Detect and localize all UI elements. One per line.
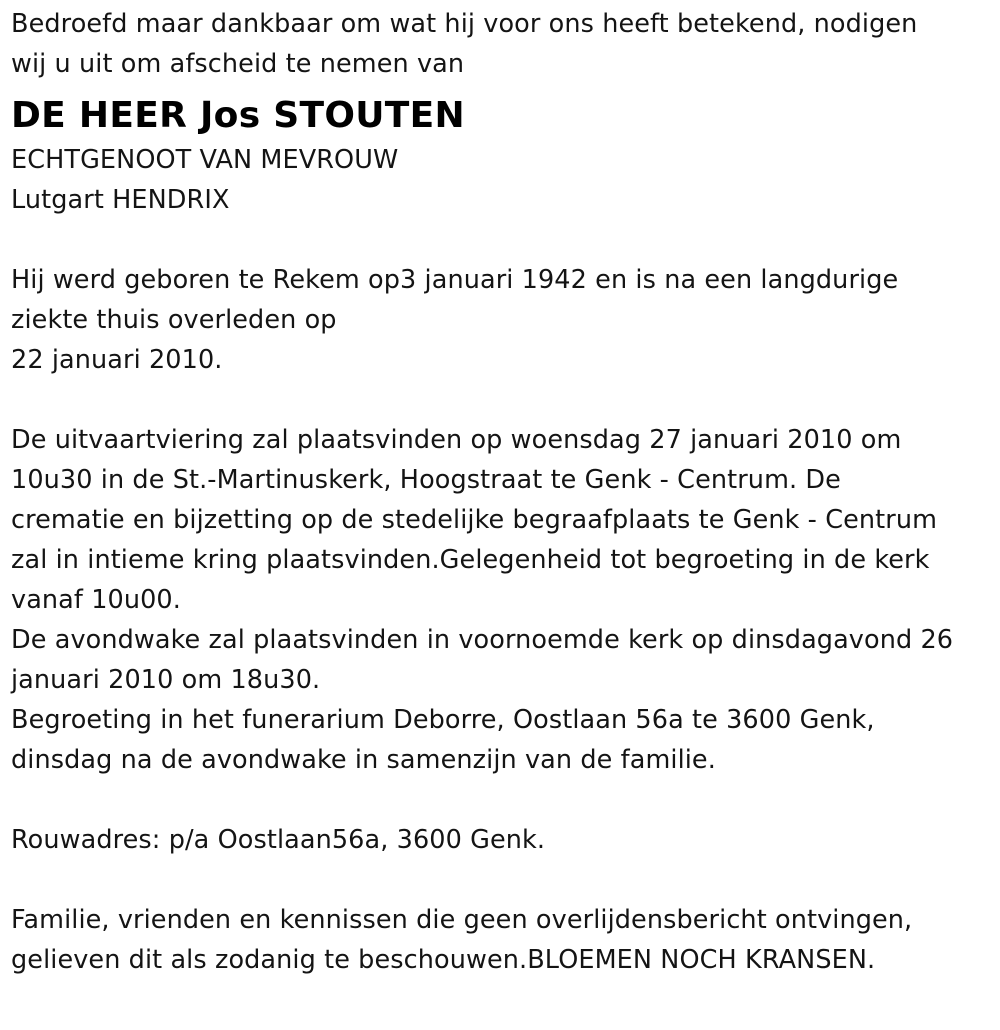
- funeral-line: De avondwake zal plaatsvinden in voornoemde kerk op dinsdagavond 26: [11, 625, 954, 655]
- funeral-line: januari 2010 om 18u30.: [11, 665, 321, 695]
- birth-death-line: 22 januari 2010.: [11, 345, 223, 375]
- mourning-address: Rouwadres: p/a Oostlaan56a, 3600 Genk.: [11, 825, 546, 855]
- closing-line: Familie, vrienden en kennissen die geen overlijdensbericht ontvingen,: [11, 905, 913, 935]
- closing-line: gelieven dit als zodanig te beschouwen.BLOEMEN NOCH KRANSEN.: [11, 945, 876, 975]
- spacer: [11, 220, 986, 260]
- spacer: [11, 780, 986, 820]
- funeral-line: De uitvaartviering zal plaatsvinden op woensdag 27 januari 2010 om: [11, 425, 902, 455]
- funeral-paragraph: [11, 420, 986, 780]
- birth-death-line: ziekte thuis overleden op: [11, 305, 337, 335]
- obituary-notice: [11, 4, 986, 980]
- funeral-line: vanaf 10u00.: [11, 585, 181, 615]
- spouse-line: Lutgart HENDRIX: [11, 185, 230, 215]
- birth-death-line: Hij werd geboren te Rekem op3 januari 1942 en is na een langdurige: [11, 265, 899, 295]
- birth-death-paragraph: [11, 260, 986, 380]
- spacer: [11, 860, 986, 900]
- funeral-line: Begroeting in het funerarium Deborre, Oostlaan 56a te 3600 Genk,: [11, 705, 875, 735]
- intro-line: Bedroefd maar dankbaar om wat hij voor ons heeft betekend, nodigen: [11, 9, 918, 39]
- funeral-line: crematie en bijzetting op de stedelijke begraafplaats te Genk - Centrum: [11, 505, 938, 535]
- closing-paragraph: [11, 900, 986, 980]
- deceased-name: DE HEER Jos STOUTEN: [11, 95, 465, 136]
- funeral-line: 10u30 in de St.-Martinuskerk, Hoogstraat te Genk - Centrum. De: [11, 465, 841, 495]
- intro-line: wij u uit om afscheid te nemen van: [11, 49, 465, 79]
- spouse-line: ECHTGENOOT VAN MEVROUW: [11, 145, 399, 175]
- spouse-block: [11, 140, 986, 220]
- intro-paragraph: [11, 4, 986, 84]
- funeral-line: dinsdag na de avondwake in samenzijn van de familie.: [11, 745, 716, 775]
- spacer: [11, 380, 986, 420]
- funeral-line: zal in intieme kring plaatsvinden.Gelegenheid tot begroeting in de kerk: [11, 545, 930, 575]
